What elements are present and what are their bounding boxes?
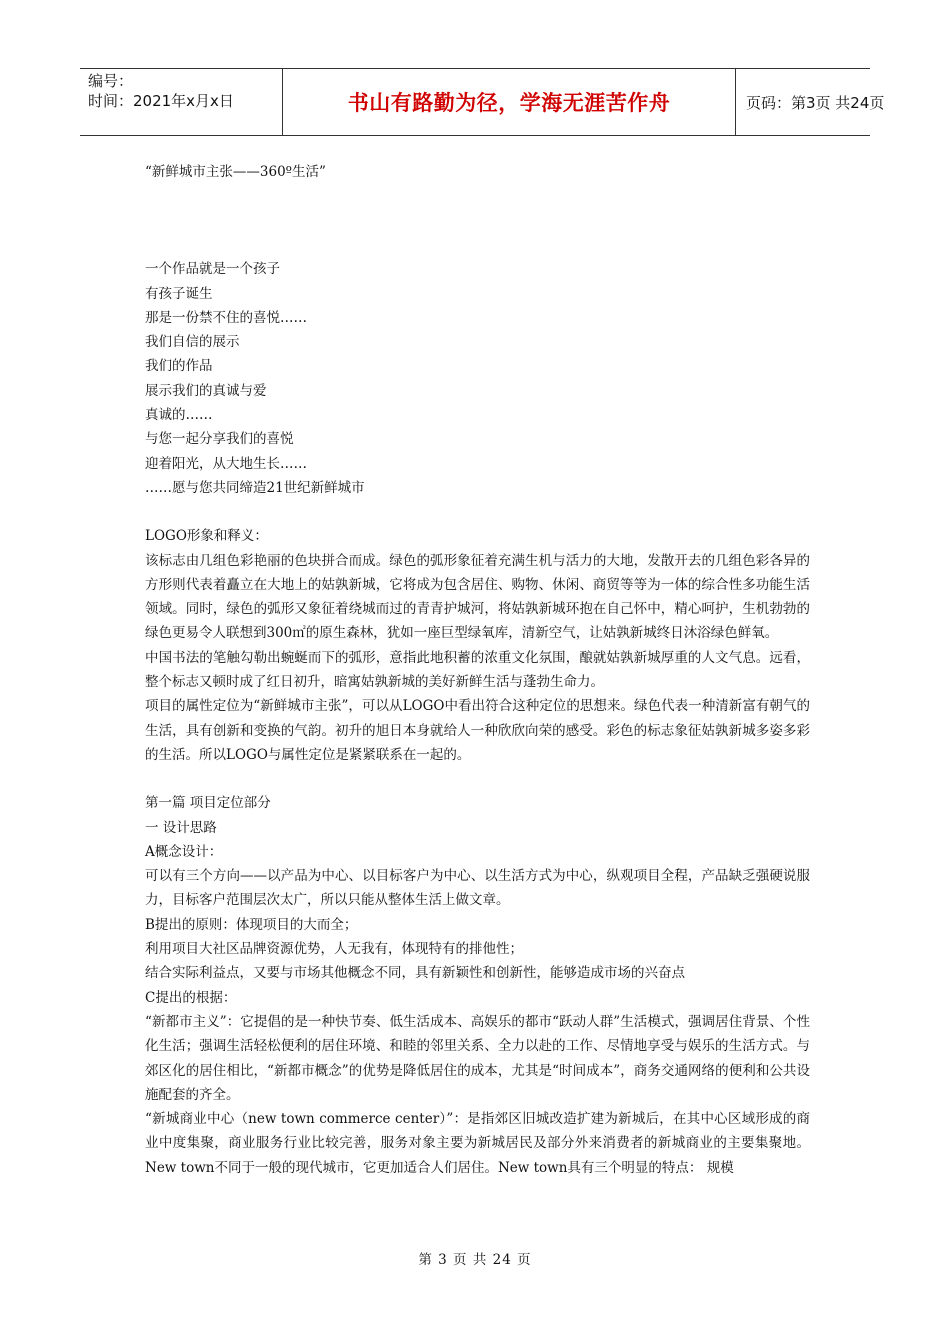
part-a-heading: A概念设计： [145, 843, 223, 860]
subsection-title: 一 设计思路 [145, 819, 217, 836]
document-title: “新鲜城市主张——360º生活” [145, 164, 326, 180]
logo-heading: LOGO形象和释义： [145, 528, 268, 545]
part-a-text: 可以有三个方向——以产品为中心、以目标客户为中心、以生活方式为中心，纵观项目全程，产品缺乏强硬说服力，目标客户范围层次太广，所以只能从整体生活上做文章。 [145, 868, 810, 909]
part-b-line: 结合实际利益点，又要与市场其他概念不同，具有新颖性和创新性，能够造成市场的兴奋点 [145, 965, 685, 982]
poem-line: 迎着阳光，从大地生长…… [145, 455, 307, 472]
poem-line: 我们自信的展示 [145, 334, 240, 351]
section-title: 第一篇 项目定位部分 [145, 795, 271, 812]
part-c-paragraph: “新都市主义”：它提倡的是一种快节奏、低生活成本、高娱乐的都市“跃动人群”生活模式，强调居住背景、个性化生活；强调生活轻松便利的居住环境、和睦的邻里关系、全力以赴的工作、尽情地享受与娱乐的生活方式。与郊区化的居住相比，“新都市概念”的优势是降低居住的成本，尤其是“时间成本”，商务交通网络的便利和公共设施配套的齐全。 [145, 1013, 810, 1103]
document-time-label: 时间：2021年x月x日 [88, 92, 234, 110]
part-c-heading: C提出的根据： [145, 989, 237, 1006]
header-page-info: 页码：第3页 共24页 [746, 93, 885, 112]
header-meta [80, 69, 282, 135]
poem-line: ……愿与您共同缔造21世纪新鲜城市 [145, 479, 365, 496]
poem-line: 我们的作品 [145, 358, 213, 375]
poem-line: 那是一份禁不住的喜悦…… [145, 309, 307, 326]
poem-line: 真诚的…… [145, 407, 213, 424]
part-b-heading: B提出的原则：体现项目的大而全； [145, 916, 358, 933]
poem-line: 一个作品就是一个孩子 [145, 261, 280, 278]
document-number-label: 编号： [88, 72, 134, 90]
poem-line: 有孩子诞生 [145, 285, 213, 302]
poem-line: 展示我们的真诚与爱 [145, 382, 267, 399]
logo-paragraph: 项目的属性定位为“新鲜城市主张”，可以从LOGO中看出符合这种定位的思想来。绿色代表一种清新富有朝气的生活，具有创新和变换的气韵。初升的旭日本身就给人一种欣欣向荣的感受。彩色的标志象征姑孰新城多姿多彩的生活。所以LOGO与属性定位是紧紧联系在一起的。 [145, 698, 810, 763]
poem [145, 257, 810, 500]
logo-paragraph: 该标志由几组色彩艳丽的色块拼合而成。绿色的弧形象征着充满生机与活力的大地，发散开去的几组色彩各异的方形则代表着矗立在大地上的姑孰新城，它将成为包含居住、购物、休闲、商贸等等为一体的综合性多功能生活领域。同时，绿色的弧形又象征着绕城而过的青青护城河，将姑孰新城环抱在自己怀中，精心呵护，生机勃勃的绿色更易令人联想到300㎡的原生森林，犹如一座巨型绿氧库，清新空气，让姑孰新城终日沐浴绿色鲜氧。 [145, 552, 810, 642]
page-header [80, 68, 885, 136]
part-b-line: 利用项目大社区品牌资源优势，人无我有，体现特有的排他性； [145, 941, 523, 958]
document-body [145, 160, 810, 1180]
page-footer: 第 3 页 共 24 页 [418, 1252, 532, 1268]
poem-line: 与您一起分享我们的喜悦 [145, 431, 294, 448]
logo-paragraph: 中国书法的笔触勾勒出蜿蜒而下的弧形，意指此地积蓄的浓重文化氛围，酿就姑孰新城厚重的人文气息。远看，整个标志又顿时成了红日初升，暗寓姑孰新城的美好新鲜生活与蓬勃生命力。 [145, 649, 810, 691]
header-motto: 书山有路勤为径，学海无涯苦作舟 [282, 69, 736, 135]
part-c-paragraph: “新城商业中心（new town commerce center）”：是指郊区旧城改造扩建为新城后，在其中心区域形成的商业中度集聚，商业服务行业比较完善，服务对象主要为新城居民及部分外来消费者的新城商业的主要集聚地。New town不同于一般的现代城市，它更加适合人们居住。New town具有三个明显的特点： 规模 [145, 1111, 810, 1176]
